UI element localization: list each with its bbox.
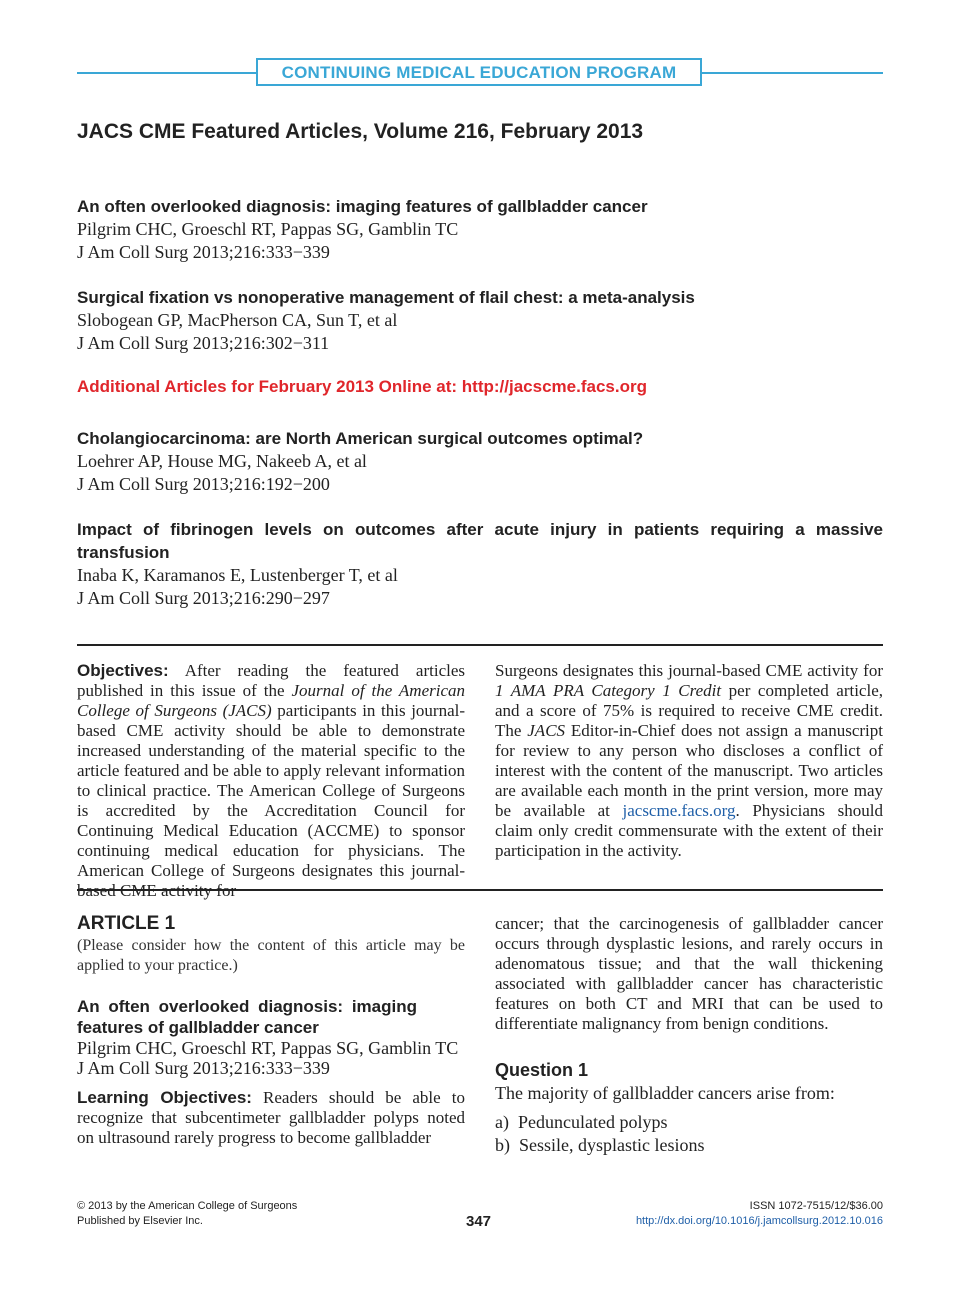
featured-article-1 [77,195,883,264]
article-authors: Pilgrim CHC, Groeschl RT, Pappas SG, Gamblin TC [77,219,459,239]
article-heading: ARTICLE 1 [77,913,176,934]
question-heading: Question 1 [495,1060,589,1080]
objectives-label: Objectives: [77,661,169,680]
issn: ISSN 1072-7515/12/$36.00 [749,1200,883,1212]
article1-column-right [495,914,883,1157]
article-authors: Inaba K, Karamanos E, Lustenberger T, et al [77,565,398,585]
copyright: © 2013 by the American College of Surgeons [77,1200,298,1212]
article-title: Impact of fibrinogen levels on outcomes after acute injury in patients requiring a massive transfusion [77,520,883,562]
article-citation: J Am Coll Surg 2013;216:333−339 [77,1058,330,1078]
banner-rule-right [702,72,883,74]
footer-right [636,1199,883,1229]
doi-link[interactable]: http://dx.doi.org/10.1016/j.jamcollsurg.2012.10.016 [635,1215,883,1227]
objectives-column-1: Objectives: After reading the featured articles published in this issue of the Journal of the American College of Surgeons (JACS) participants in this journal-based CME activity should be able to demonstrate increased understanding of the material specific to the article featured and be able to apply relevant information to clinical practice. The American College of Surgeons is accredited by the Accreditation Council for Continuing Medical Education (ACCME) to sponsor continuing medical education for physicians. The American College of Surgeons designates this journal-based CME activity for [77,661,466,900]
online-article-1 [77,427,883,496]
article-citation: J Am Coll Surg 2013;216:192−200 [77,474,330,494]
learning-objectives-continued: cancer; that the carcinogenesis of gallbladder cancer occurs through dysplastic lesions, and rarely occurs in adenomatous tissue; and that the wall thickening associated with gallbladder cancer has characteristic features on both CT and MRI that can be used to differentiate malignancy from benign conditions. [495,914,883,1033]
question-stem: The majority of gallbladder cancers arise from: [495,1083,835,1103]
featured-article-2 [77,286,883,355]
footer-left [77,1199,297,1229]
journal-name: Journal of the American College of Surgeons (JACS) [77,681,465,720]
article-title: Cholangiocarcinoma: are North American surgical outcomes optimal? [77,429,644,448]
learning-objectives-label: Learning Objectives: [77,1088,252,1107]
page-number: 347 [466,1213,492,1230]
cme-site-link[interactable]: jacscme.facs.org [622,801,736,820]
article-citation: J Am Coll Surg 2013;216:333−339 [77,242,330,262]
objectives-top-rule [77,644,883,646]
online-articles-link[interactable]: Additional Articles for February 2013 Online at: http://jacscme.facs.org [77,377,647,396]
banner-rule-left [77,72,257,74]
online-article-2 [77,518,883,610]
answer-option-a[interactable]: a) Pedunculated polyps [495,1112,668,1132]
answer-option-b[interactable]: b) Sessile, dysplastic lesions [495,1135,705,1155]
objectives-bottom-rule [77,889,883,891]
publisher: Published by Elsevier Inc. [77,1215,203,1227]
section-banner: CONTINUING MEDICAL EDUCATION PROGRAM [256,58,702,86]
article-title: An often overlooked diagnosis: imaging features of gallbladder cancer [77,197,648,216]
article-citation: J Am Coll Surg 2013;216:302−311 [77,333,330,353]
article-authors: Slobogean GP, MacPherson CA, Sun T, et al [77,310,398,330]
article-title: An often overlooked diagnosis: imaging features of gallbladder cancer [77,997,417,1037]
article-title: Surgical fixation vs nonoperative management of flail chest: a meta-analysis [77,288,695,307]
objectives-column-2: Surgeons designates this journal-based CME activity for 1 AMA PRA Category 1 Credit per completed article, and a score of 75% is required to receive CME credit. The JACS Editor-in-Chief does not assign a manuscript for review to any person who discloses a conflict of interest with the content of the manuscript. Two articles are available each month in the print version, more may be available at jacscme.facs.org. Physicians should claim only credit commensurate with the extent of their participation in the activity. [495,661,884,860]
article1-column-left [77,914,465,1148]
article-authors: Pilgrim CHC, Groeschl RT, Pappas SG, Gamblin TC [77,1038,459,1058]
article-authors: Loehrer AP, House MG, Nakeeb A, et al [77,451,367,471]
article-note: (Please consider how the content of this article may be applied to your practice.) [77,937,465,974]
article-citation: J Am Coll Surg 2013;216:290−297 [77,588,330,608]
page-title: JACS CME Featured Articles, Volume 216, February 2013 [77,120,644,143]
credit-designation: 1 AMA PRA Category 1 Credit [495,681,722,700]
learning-objectives: Learning Objectives: Readers should be able to recognize that subcentimeter gallbladder polyps noted on ultrasound rarely progress to become gallbladder [77,1088,465,1147]
